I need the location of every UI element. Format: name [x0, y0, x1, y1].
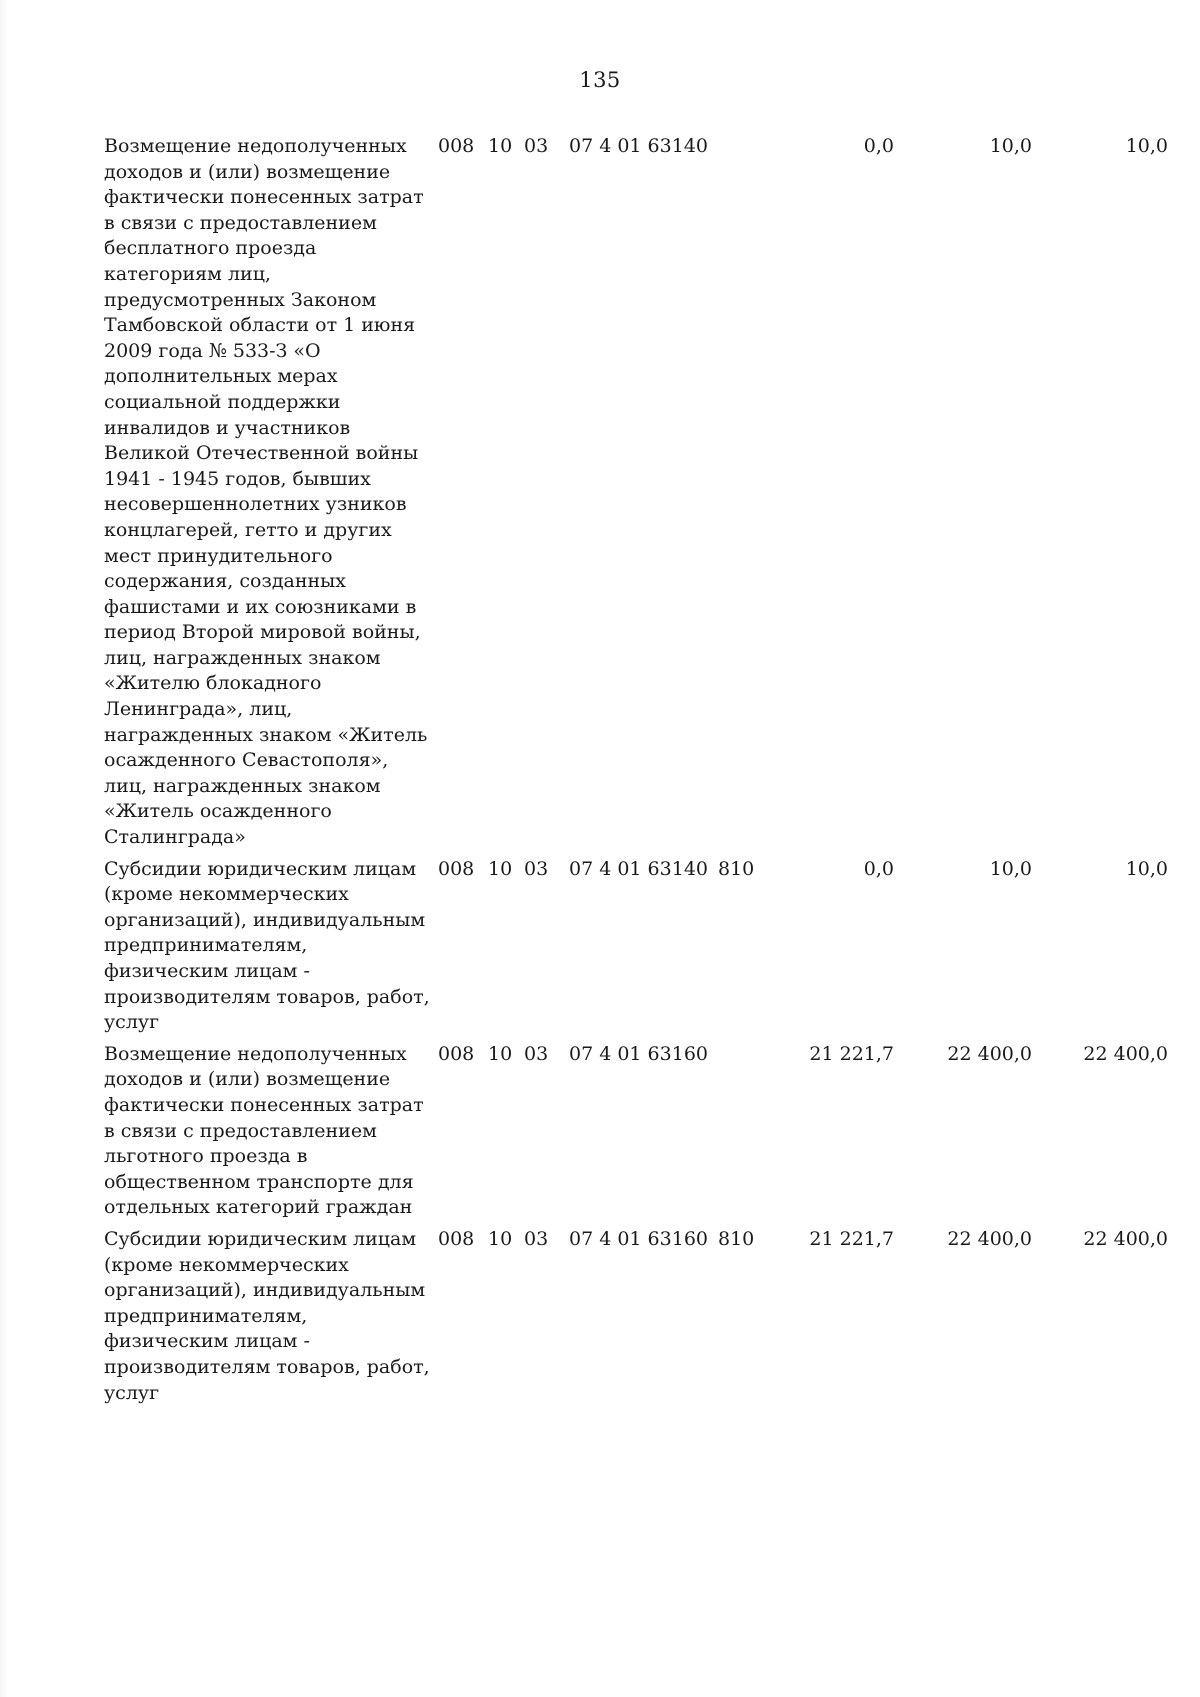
amount-year-3: 22 400,0: [1083, 1042, 1168, 1065]
amount-year-2: 10,0: [989, 135, 1032, 157]
subsection-code: 03: [524, 857, 549, 880]
row-description: Возмещение недополученных доходов и (или) возмещение фактически понесенных затрат в связи с предоставлением бесплатного проезда категориям лиц, предусмотренных Законом Тамбовской области от 1 июня 2009 года № 533-З «О дополнительных мерах социальной поддержки инвалидов и участников Великой Отечественной войны 1941 - 1945 годов, бывших несовершеннолетних узников концлагерей, гетто и других мест принудительного содержания, созданных фашистами и их союзниками в период Второй мировой войны, лиц, награжденных знаком «Жителю блокадного Ленинграда», лиц, награжденных знаком «Житель осажденного Севастополя», лиц, награжденных знаком «Житель осажденного Сталинграда»: [104, 135, 428, 849]
ministry-code: 008: [438, 135, 475, 157]
row-description: Субсидии юридическим лицам (кроме некоммерческих организаций), индивидуальным предпринимателям, физическим лицам - производителям товаров, работ, услуг: [104, 1227, 430, 1404]
amount-year-2: 22 400,0: [947, 1227, 1032, 1250]
section-code: 10: [488, 857, 513, 880]
amount-year-3: 10,0: [1125, 135, 1168, 157]
budget-table: [104, 134, 1168, 1406]
target-article-code: 07 4 01 63140: [569, 135, 709, 157]
table-row: [104, 134, 1168, 851]
subsection-code: 03: [524, 1227, 549, 1250]
subsection-code: 03: [524, 135, 549, 157]
subsection-code: 03: [524, 1042, 549, 1065]
ministry-code: 008: [438, 857, 475, 880]
ministry-code: 008: [438, 1227, 475, 1250]
expense-type-code: 810: [718, 857, 755, 880]
target-article-code: 07 4 01 63160: [569, 1227, 709, 1250]
amount-year-1: 21 221,7: [809, 1227, 894, 1250]
scan-edge-shadow: [0, 0, 8, 1697]
amount-year-3: 22 400,0: [1083, 1227, 1168, 1250]
section-code: 10: [488, 1042, 513, 1065]
ministry-code: 008: [438, 1042, 475, 1065]
table-row: [104, 1042, 1168, 1221]
amount-year-2: 10,0: [989, 857, 1032, 880]
target-article-code: 07 4 01 63160: [569, 1042, 709, 1065]
amount-year-3: 10,0: [1125, 857, 1168, 880]
amount-year-1: 0,0: [863, 135, 894, 157]
page-number: 135: [579, 68, 621, 92]
section-code: 10: [488, 135, 513, 157]
amount-year-1: 0,0: [863, 857, 894, 880]
table-row: [104, 857, 1168, 1036]
section-code: 10: [488, 1227, 513, 1250]
expense-type-code: 810: [718, 1227, 755, 1250]
table-row: [104, 1227, 1168, 1406]
amount-year-1: 21 221,7: [809, 1042, 894, 1065]
row-description: Субсидии юридическим лицам (кроме некоммерческих организаций), индивидуальным предпринимателям, физическим лицам - производителям товаров, работ, услуг: [104, 857, 430, 1034]
row-description: Возмещение недополученных доходов и (или) возмещение фактически понесенных затрат в связи с предоставлением льготного проезда в общественном транспорте для отдельных категорий граждан: [104, 1042, 424, 1219]
target-article-code: 07 4 01 63140: [569, 857, 709, 880]
amount-year-2: 22 400,0: [947, 1042, 1032, 1065]
